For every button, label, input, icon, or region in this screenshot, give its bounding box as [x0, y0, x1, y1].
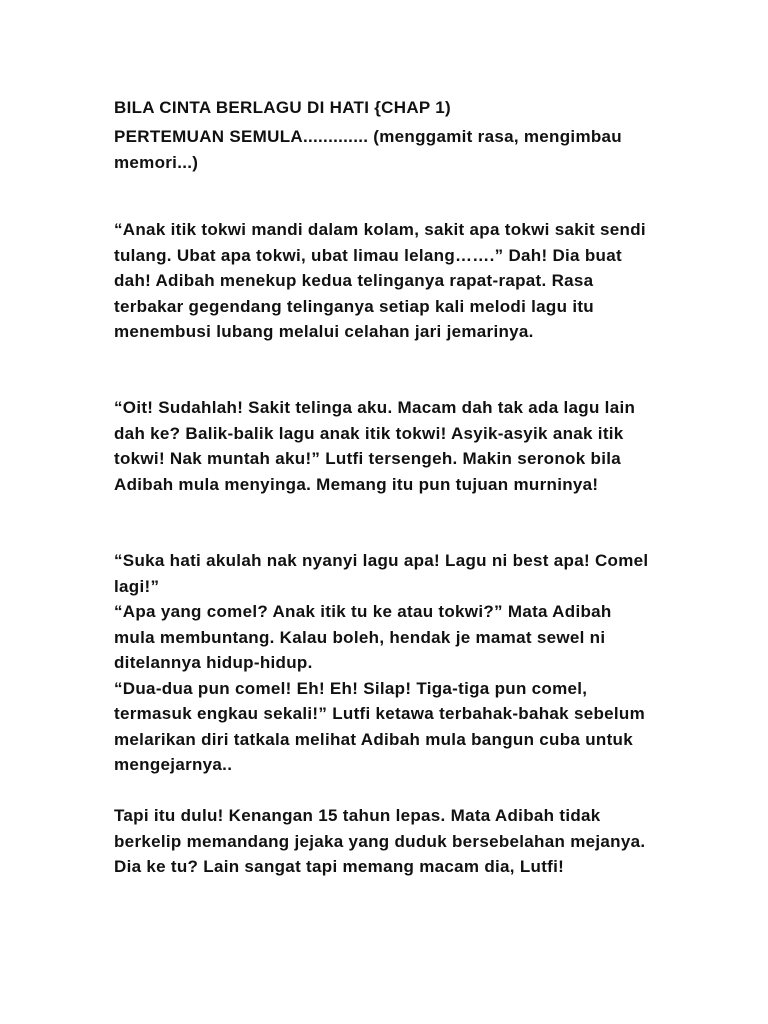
- paragraph-5: “Dua-dua pun comel! Eh! Eh! Silap! Tiga-tiga pun comel, termasuk engkau sekali!” Lutfi ketawa terbahak-bahak sebelum melarikan diri tatkala melihat Adibah mula bangun cuba untuk mengejarnya..: [114, 678, 646, 774]
- paragraph-1: “Anak itik tokwi mandi dalam kolam, sakit apa tokwi sakit sendi tulang. Ubat apa tokwi, ubat limau lelang…….” Dah! Dia buat dah! Adibah menekup kedua telinganya rapat-rapat. Rasa terbakar gegendang telinganya setiap kali melodi lagu itu menembusi lubang melalui celahan jari jemarinya.: [114, 220, 646, 341]
- story-body-3: [114, 548, 654, 778]
- chapter-subtitle: PERTEMUAN SEMULA............. (menggamit rasa, mengimbau memori...): [114, 127, 622, 172]
- paragraph-2: “Oit! Sudahlah! Sakit telinga aku. Macam dah tak ada lagu lain dah ke? Balik-balik lagu anak itik tokwi! Asyik-asyik anak itik tokwi! Nak muntah aku!” Lutfi tersengeh. Makin seronok bila Adibah mula menyinga. Memang itu pun tujuan murninya!: [114, 398, 636, 494]
- chapter-title: BILA CINTA BERLAGU DI HATI {CHAP 1): [114, 98, 451, 117]
- paragraph-4: “Apa yang comel? Anak itik tu ke atau tokwi?” Mata Adibah mula membuntang. Kalau boleh, hendak je mamat sewel ni ditelannya hidup-hidup.: [114, 602, 612, 672]
- story-body-2: [114, 395, 654, 497]
- chapter-subtitle-block: [114, 124, 654, 175]
- paragraph-6: Tapi itu dulu! Kenangan 15 tahun lepas. Mata Adibah tidak berkelip memandang jejaka yang duduk bersebelahan mejanya. Dia ke tu? Lain sangat tapi memang macam dia, Lutfi!: [114, 806, 646, 876]
- story-body-4: [114, 803, 654, 880]
- paragraph-3: “Suka hati akulah nak nyanyi lagu apa! Lagu ni best apa! Comel lagi!”: [114, 551, 649, 596]
- story-body-1: [114, 217, 654, 345]
